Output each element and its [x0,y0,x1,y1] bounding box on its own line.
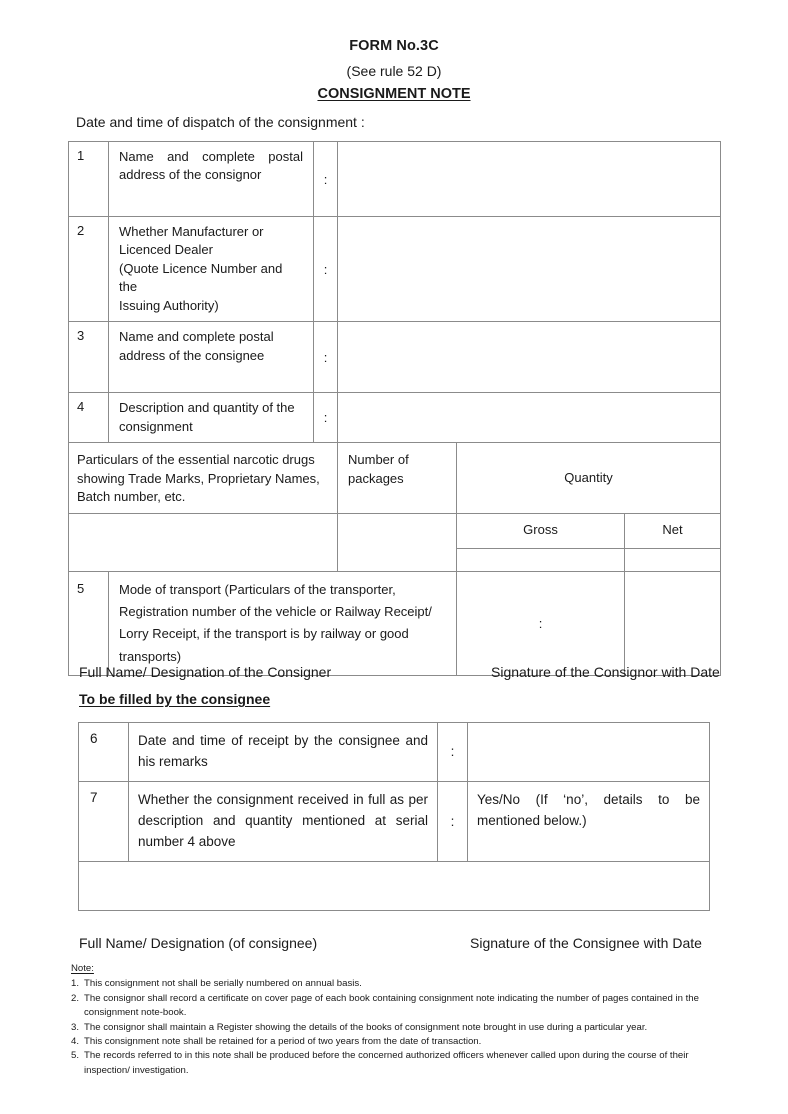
row-label-2-line3: (Quote Licence Number and the [119,260,283,295]
note-text: The records referred to in this note shall be produced before the concerned authorized officers whenever called upon during the course of their inspection/ investigation. [84,1050,689,1076]
row-label-2-line2: Licenced Dealer [119,242,213,258]
net-value[interactable] [625,548,721,571]
notes-heading: Note: [71,963,94,974]
consignee-name-label: Full Name/ Designation (of consignee) [79,935,318,951]
consignee-section-heading: To be filled by the consignee [79,691,271,707]
quantity-header: Quantity [457,443,721,513]
row-value-4[interactable] [338,393,721,443]
consignor-details-table [68,141,721,676]
particulars-header: Particulars of the essential narcotic drugs showing Trade Marks, Proprietary Names, Batch number, etc. [69,443,338,513]
note-number: 3. [71,1021,80,1033]
note-number: 4. [71,1035,80,1047]
row-serial-6: 6 [79,723,129,782]
gross-value[interactable] [457,548,625,571]
notes-section [71,962,717,1078]
note-number: 1. [71,978,80,990]
row-label-3-line1: Name and complete postal [119,329,274,345]
row-label-1: Name and complete postal address of the consignor [109,142,314,217]
row-colon-1: : [314,142,338,217]
note-text: This consignment note shall be retained for a period of two years from the date of transaction. [84,1035,482,1047]
rule-reference: (See rule 52 D) [346,62,442,79]
row-value-3[interactable] [338,322,721,393]
note-number: 5. [71,1050,80,1062]
note-text: The consignor shall record a certificate on cover page of each book containing consignment note indicating the number of pages contained in the consignment note-book. [84,992,699,1019]
row-serial-4: 4 [69,393,109,443]
table-row [69,142,721,217]
row-label-4-line1: Description and quantity of the [119,400,295,416]
row-colon-2: : [314,217,338,322]
remarks-value[interactable] [79,861,710,910]
note-item [71,1049,717,1078]
note-text: This consignment not shall be serially numbered on annual basis. [84,978,362,990]
note-text: The consignor shall maintain a Register showing the details of the books of consignment note brought in use during a particular year. [84,1021,648,1033]
document-header [0,36,788,103]
table-row [69,571,721,675]
net-header: Net [625,513,721,548]
row-colon-3: : [314,322,338,393]
table-row [69,393,721,443]
row-value-6[interactable] [468,723,710,782]
row-value-1[interactable] [338,142,721,217]
particulars-header-row [69,443,721,513]
row-colon-6: : [438,723,468,782]
remarks-row [79,861,710,910]
row-label-6: Date and time of receipt by the consignee and his remarks [129,723,438,782]
row-value-5[interactable] [625,571,721,675]
row-label-3-line2: address of the consignee [119,347,265,363]
row-serial-7: 7 [79,781,129,861]
table-row [69,217,721,322]
consigner-name-label: Full Name/ Designation of the Consigner [79,664,332,680]
packages-header: Number of packages [338,443,457,513]
row-label-7: Whether the consignment received in full as per description and quantity mentioned at serial number 4 above [129,781,438,861]
note-item [71,1021,717,1035]
particulars-value[interactable] [69,513,338,571]
packages-value[interactable] [338,513,457,571]
row-colon-7: : [438,781,468,861]
gross-header: Gross [457,513,625,548]
row-label-2-line1: Whether Manufacturer or [119,224,264,239]
consignor-signature-label: Signature of the Consignor with Date [491,664,720,680]
row-label-2-line4: Issuing Authority) [119,297,219,313]
row-label-2 [109,217,314,322]
row-colon-4: : [314,393,338,443]
note-item [71,992,717,1021]
table-row [69,322,721,393]
row-label-4-line2: consignment [119,418,193,434]
row-value-7[interactable]: Yes/No (If ‘no’, details to be mentioned below.) [468,781,710,861]
page-title: CONSIGNMENT NOTE [317,86,471,103]
table-row [79,781,710,861]
note-item [71,1035,717,1049]
note-item [71,977,717,991]
dispatch-datetime-line: Date and time of dispatch of the consignment : [76,114,365,130]
consignee-details-table [78,722,710,911]
quantity-subheader-row [69,513,721,548]
row-label-4 [109,393,314,443]
form-number: FORM No.3C [349,38,439,54]
row-label-5: Mode of transport (Particulars of the transporter, Registration number of the vehicle or Railway Receipt/ Lorry Receipt, if the transport is by railway or good transports) [109,571,457,675]
row-label-3 [109,322,314,393]
row-serial-1: 1 [69,142,109,217]
row-serial-3: 3 [69,322,109,393]
consignee-signature-label: Signature of the Consignee with Date [470,935,702,951]
table-row [79,723,710,782]
row-serial-5: 5 [69,571,109,675]
row-colon-5: : [457,571,625,675]
row-value-2[interactable] [338,217,721,322]
row-serial-2: 2 [69,217,109,322]
note-number: 2. [71,992,80,1004]
